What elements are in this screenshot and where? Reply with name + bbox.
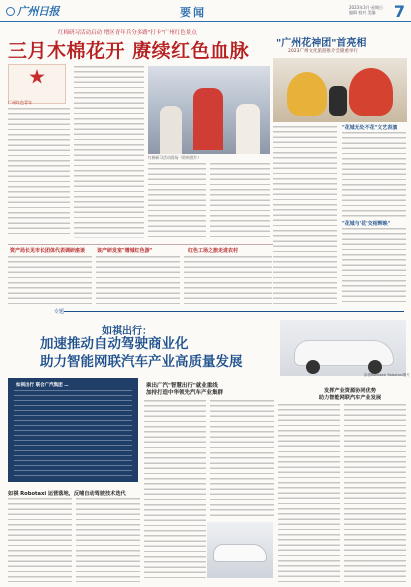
photo-caption: 红棉研习活动现场（资料图片）: [148, 155, 202, 160]
robotaxi-small-photo: [207, 522, 273, 578]
lion-dance-photo: [273, 58, 407, 122]
leader-label: 广州红色青年: [8, 100, 32, 105]
right-lower-heading[interactable]: [300, 388, 400, 402]
page-number: 7: [393, 2, 405, 21]
highlight-box-text: [14, 390, 132, 478]
right-story-title[interactable]: "广州花神团"首亮相: [276, 38, 367, 49]
article-column: [76, 498, 140, 582]
left-lower-heading[interactable]: 如祺 Robotaxi 运营落地，反哺自动驾驶技术迭代: [8, 491, 126, 497]
masthead: [0, 0, 411, 22]
dateline: 2023年3月·星期日 编辑 校对 美编: [349, 5, 383, 15]
divider: [8, 244, 273, 245]
top-story-headline[interactable]: 三月木棉花开 赓续红色血脉: [8, 40, 250, 62]
article-column: [278, 404, 340, 582]
highlight-box-title: 如祺出行 联合广汽集团 …: [16, 383, 69, 388]
right-lower-heading-line-1: 发挥产业资源协同优势: [324, 388, 376, 394]
logo-text: 广州日报: [17, 5, 59, 18]
article-column: [273, 126, 337, 306]
article-column: [8, 498, 72, 582]
topic-headline-line-2: 助力智能网联汽车产业高质量发展: [40, 354, 243, 370]
box1-title[interactable]: 资产局长见市长团体代表调研座谈: [10, 248, 86, 254]
mid-heading-line-2: 加持打造中华领先汽车产业集群: [146, 390, 224, 396]
topic-headline[interactable]: [40, 335, 243, 371]
article-column: [210, 163, 270, 239]
top-story-kicker: 红棉研习活动启动 增区青年兵分多路"打卡"广州红色景点: [58, 30, 197, 36]
robotaxi-photo: [280, 320, 406, 376]
article-column: [148, 163, 206, 239]
star-icon: [29, 69, 45, 85]
right-lower-heading-line-2: 助力智能网联汽车产业发展: [318, 395, 382, 401]
article-column: [96, 256, 180, 304]
mid-article-heading[interactable]: [146, 383, 223, 397]
article-column: [184, 256, 272, 304]
article-column: [210, 400, 274, 518]
box3-title[interactable]: 红色工场之旅走进农村: [188, 248, 239, 254]
box2-title[interactable]: 该产研发室"增城红色游": [97, 248, 153, 254]
article-column: [342, 228, 406, 306]
right-story-subtitle: 2023广州文化旅游推介会隆重举行: [288, 49, 358, 54]
mid-heading-line-1: 乘出广汽"智慧出行"就业重线: [146, 383, 218, 389]
topic-headline-line-1: 加速推动自动驾驶商业化: [40, 336, 189, 352]
car-photo-caption: 如祺Robotaxi Robotaxi图片: [364, 373, 410, 377]
article-column: [344, 404, 406, 582]
article-column: [8, 256, 92, 304]
logo-icon: [6, 7, 15, 16]
topic-label: 专题: [54, 309, 65, 315]
highlight-box: [8, 378, 138, 482]
article-column: [8, 108, 70, 238]
topic-divider: [64, 311, 404, 312]
newspaper-logo: [6, 3, 59, 19]
right-subhead-2: "花城与'花'交相辉映": [342, 221, 391, 227]
right-subhead-1: "花城无处不花"文艺表演: [342, 125, 398, 131]
article-column: [342, 132, 406, 218]
event-photo: [148, 66, 270, 154]
section-name: 要闻: [180, 6, 206, 19]
topic-kicker: 如祺出行：: [102, 326, 152, 337]
article-column: [74, 66, 144, 238]
article-column: [144, 400, 206, 582]
leader-emblem: [8, 64, 66, 104]
